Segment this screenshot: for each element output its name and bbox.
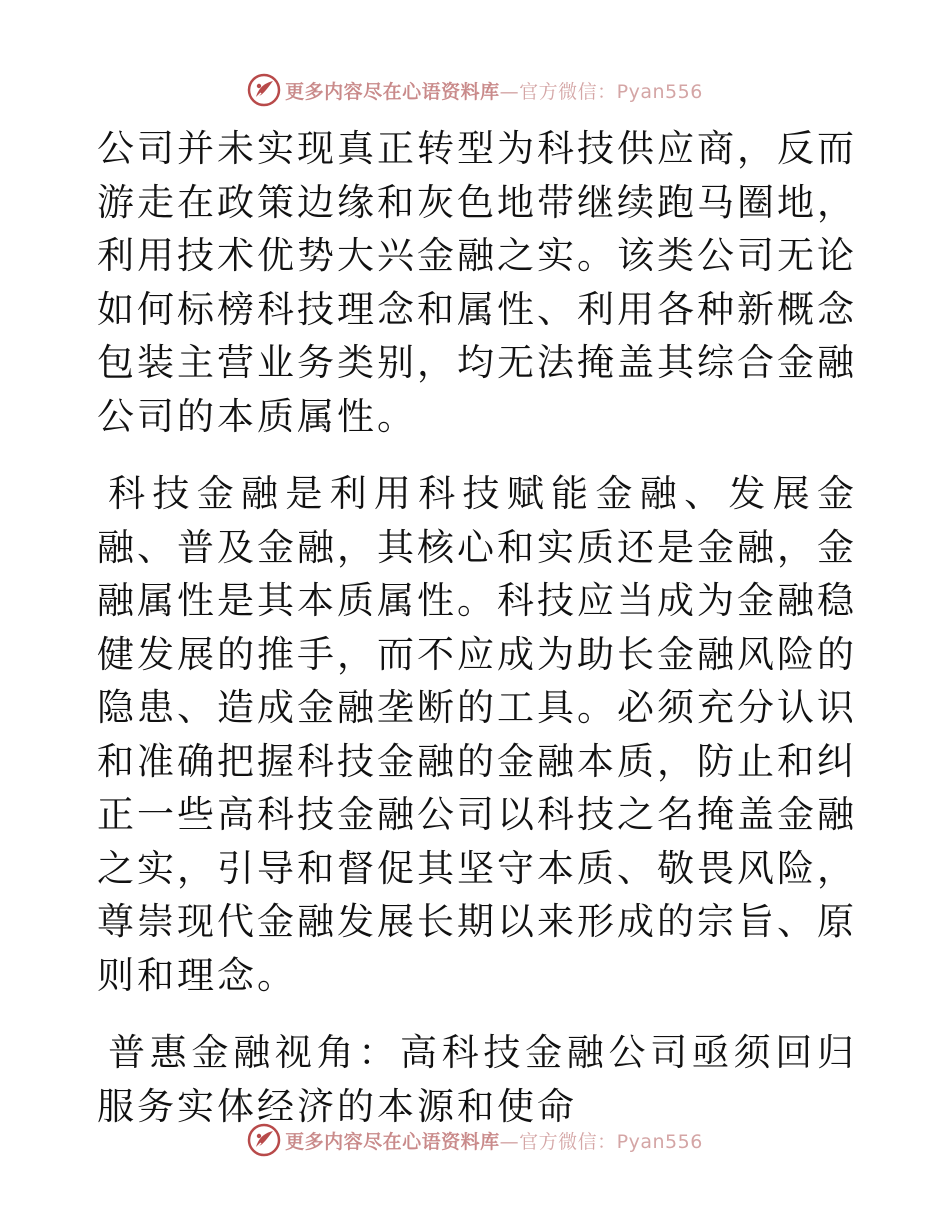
header-separator: — [499, 80, 520, 103]
footer-watermark-text [285, 1127, 703, 1154]
logo-icon [247, 1123, 281, 1157]
footer-brand-text: 更多内容尽在心语资料库 [285, 1130, 500, 1153]
header-watermark-text [285, 77, 703, 104]
header-brand-text: 更多内容尽在心语资料库 [285, 80, 500, 103]
section-heading: 普惠金融视角：高科技金融公司亟须回归服务实体经济的本源和使命 [97, 1031, 857, 1128]
header-contact-text: 官方微信：Pyan556 [519, 80, 703, 103]
footer-watermark [0, 1120, 950, 1160]
document-body [97, 122, 857, 1133]
footer-separator: — [499, 1130, 520, 1153]
paragraph-2: 科技金融是利用科技赋能金融、发展金融、普及金融，其核心和实质还是金融，金融属性是其本质属性。科技应当成为金融稳健发展的推手，而不应成为助长金融风险的隐患、造成金融垄断的工具。必须充分认识和准确把握科技金融的金融本质，防止和纠正一些高科技金融公司以科技之名掩盖金融之实，引导和督促其坚守本质、敬畏风险，尊崇现代金融发展长期以来形成的宗旨、原则和理念。 [97, 472, 857, 997]
header-watermark [0, 70, 950, 110]
paragraph-1: 公司并未实现真正转型为科技供应商，反而游走在政策边缘和灰色地带继续跑马圈地，利用技术优势大兴金融之实。该类公司无论如何标榜科技理念和属性、利用各种新概念包装主营业务类别，均无法掩盖其综合金融公司的本质属性。 [97, 127, 857, 438]
logo-icon [247, 73, 281, 107]
footer-contact-text: 官方微信：Pyan556 [519, 1130, 703, 1153]
